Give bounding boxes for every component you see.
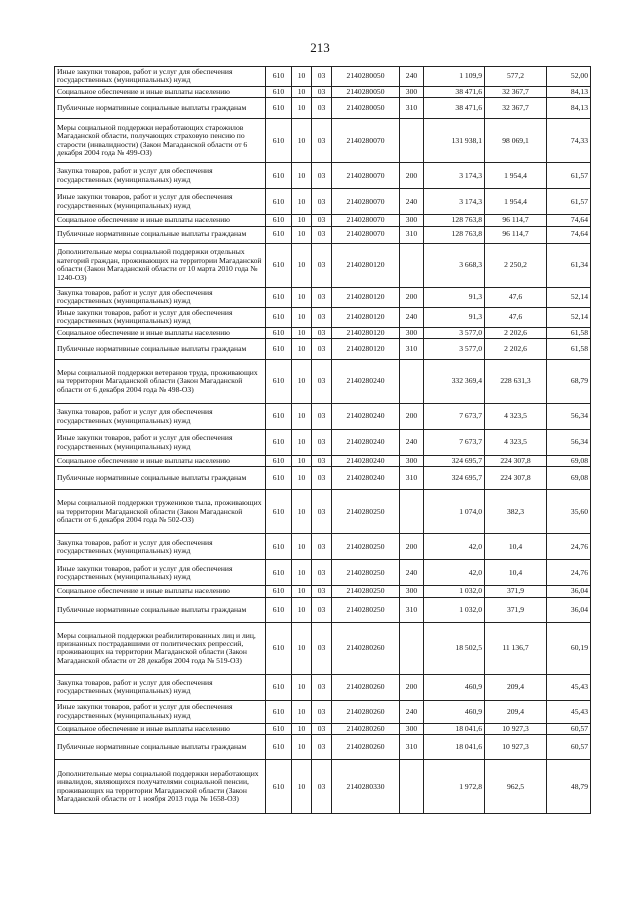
cell-subsection-code: 03 [312,307,332,327]
cell-target-code: 2140280070 [332,163,400,189]
cell-name: Публичные нормативные социальные выплаты гражданам [55,339,266,360]
cell-section-code: 10 [292,430,312,456]
cell-percent: 60,57 [547,723,591,734]
cell-name: Иные закупки товаров, работ и услуг для обеспечения государственных (муниципальных) нужд [55,430,266,456]
table-row [55,723,591,734]
cell-subsection-code: 03 [312,119,332,163]
cell-actual-amount: 224 307,8 [485,467,547,490]
cell-actual-amount: 382,3 [485,490,547,534]
cell-actual-amount: 209,4 [485,700,547,723]
cell-actual-amount: 1 954,4 [485,189,547,215]
cell-plan-amount: 38 471,6 [424,98,485,119]
cell-ministry-code: 610 [266,360,292,404]
cell-name: Дополнительные меры социальной поддержки отдельных категорий граждан, проживающих на территории Магаданской области (Закон Магаданской области от 10 марта 2010 года № 1240-ОЗ) [55,243,266,287]
cell-percent: 84,13 [547,86,591,97]
cell-expense-type: 310 [400,98,424,119]
cell-percent: 69,08 [547,456,591,467]
cell-percent: 69,08 [547,467,591,490]
cell-section-code: 10 [292,560,312,586]
cell-ministry-code: 610 [266,430,292,456]
cell-name: Закупка товаров, работ и услуг для обеспечения государственных (муниципальных) нужд [55,163,266,189]
cell-section-code: 10 [292,307,312,327]
cell-name: Меры социальной поддержки тружеников тыла, проживающих на территории Магаданской области (Закон Магаданской области от 6 декабря 2004 года № 502-ОЗ) [55,490,266,534]
cell-actual-amount: 47,6 [485,307,547,327]
cell-section-code: 10 [292,86,312,97]
cell-name: Дополнительные меры социальной поддержки неработающих инвалидов, являющихся получателями социальной пенсии, проживающих на территории Магаданской области (Закон Магаданской области от 1 ноября 2013 года № 1658-ОЗ) [55,760,266,814]
cell-subsection-code: 03 [312,98,332,119]
cell-percent: 45,43 [547,700,591,723]
cell-actual-amount: 2 250,2 [485,243,547,287]
cell-plan-amount: 91,3 [424,287,485,307]
cell-name: Публичные нормативные социальные выплаты гражданам [55,597,266,622]
cell-section-code: 10 [292,339,312,360]
cell-subsection-code: 03 [312,735,332,760]
cell-actual-amount: 228 631,3 [485,360,547,404]
cell-plan-amount: 3 577,0 [424,339,485,360]
table-row [55,622,591,674]
cell-name: Закупка товаров, работ и услуг для обеспечения государственных (муниципальных) нужд [55,674,266,700]
cell-section-code: 10 [292,674,312,700]
budget-table [54,66,591,814]
cell-section-code: 10 [292,490,312,534]
cell-target-code: 2140280330 [332,760,400,814]
cell-ministry-code: 610 [266,339,292,360]
cell-ministry-code: 610 [266,622,292,674]
cell-expense-type: 310 [400,226,424,243]
cell-plan-amount: 18 041,6 [424,723,485,734]
table-row [55,215,591,226]
table-row [55,86,591,97]
cell-target-code: 2140280120 [332,339,400,360]
table-row [55,490,591,534]
cell-actual-amount: 962,5 [485,760,547,814]
cell-plan-amount: 18 502,5 [424,622,485,674]
cell-section-code: 10 [292,404,312,430]
cell-expense-type: 300 [400,586,424,597]
cell-name: Социальное обеспечение и иные выплаты населению [55,723,266,734]
cell-ministry-code: 610 [266,597,292,622]
table-row [55,700,591,723]
cell-target-code: 2140280070 [332,119,400,163]
cell-subsection-code: 03 [312,456,332,467]
table-row [55,760,591,814]
cell-actual-amount: 371,9 [485,586,547,597]
cell-percent: 45,43 [547,674,591,700]
cell-plan-amount: 1 972,8 [424,760,485,814]
cell-actual-amount: 98 069,1 [485,119,547,163]
cell-target-code: 2140280250 [332,586,400,597]
cell-name: Публичные нормативные социальные выплаты гражданам [55,226,266,243]
cell-section-code: 10 [292,700,312,723]
cell-section-code: 10 [292,456,312,467]
cell-actual-amount: 2 202,6 [485,339,547,360]
cell-ministry-code: 610 [266,467,292,490]
cell-section-code: 10 [292,189,312,215]
cell-actual-amount: 371,9 [485,597,547,622]
cell-section-code: 10 [292,723,312,734]
cell-expense-type: 240 [400,560,424,586]
cell-actual-amount: 96 114,7 [485,226,547,243]
cell-subsection-code: 03 [312,560,332,586]
cell-name: Закупка товаров, работ и услуг для обеспечения государственных (муниципальных) нужд [55,404,266,430]
cell-plan-amount: 128 763,8 [424,226,485,243]
cell-percent: 74,33 [547,119,591,163]
cell-name: Закупка товаров, работ и услуг для обеспечения государственных (муниципальных) нужд [55,534,266,560]
cell-target-code: 2140280260 [332,700,400,723]
cell-section-code: 10 [292,119,312,163]
cell-plan-amount: 18 041,6 [424,735,485,760]
cell-ministry-code: 610 [266,119,292,163]
cell-subsection-code: 03 [312,490,332,534]
cell-expense-type: 300 [400,723,424,734]
cell-section-code: 10 [292,360,312,404]
cell-section-code: 10 [292,735,312,760]
cell-section-code: 10 [292,287,312,307]
cell-target-code: 2140280240 [332,404,400,430]
table-row [55,597,591,622]
cell-name: Публичные нормативные социальные выплаты гражданам [55,98,266,119]
cell-section-code: 10 [292,226,312,243]
cell-ministry-code: 610 [266,760,292,814]
cell-subsection-code: 03 [312,404,332,430]
cell-percent: 24,76 [547,534,591,560]
cell-plan-amount: 324 695,7 [424,467,485,490]
cell-expense-type: 310 [400,597,424,622]
table-row [55,243,591,287]
table-row [55,287,591,307]
page-number: 213 [310,40,330,55]
cell-target-code: 2140280050 [332,86,400,97]
cell-name: Иные закупки товаров, работ и услуг для обеспечения государственных (муниципальных) нужд [55,67,266,87]
cell-name: Публичные нормативные социальные выплаты гражданам [55,467,266,490]
cell-expense-type: 240 [400,67,424,87]
cell-percent: 52,14 [547,287,591,307]
cell-target-code: 2140280070 [332,226,400,243]
cell-subsection-code: 03 [312,339,332,360]
cell-expense-type: 310 [400,735,424,760]
cell-section-code: 10 [292,67,312,87]
cell-target-code: 2140280250 [332,490,400,534]
cell-target-code: 2140280240 [332,430,400,456]
cell-percent: 52,00 [547,67,591,87]
cell-plan-amount: 91,3 [424,307,485,327]
cell-target-code: 2140280260 [332,735,400,760]
cell-subsection-code: 03 [312,226,332,243]
cell-target-code: 2140280250 [332,597,400,622]
cell-actual-amount: 10,4 [485,560,547,586]
cell-actual-amount: 1 954,4 [485,163,547,189]
cell-ministry-code: 610 [266,243,292,287]
table-row [55,674,591,700]
cell-actual-amount: 96 114,7 [485,215,547,226]
cell-subsection-code: 03 [312,586,332,597]
cell-plan-amount: 7 673,7 [424,430,485,456]
cell-target-code: 2140280260 [332,674,400,700]
cell-section-code: 10 [292,467,312,490]
cell-section-code: 10 [292,243,312,287]
table-row [55,67,591,87]
cell-ministry-code: 610 [266,490,292,534]
cell-section-code: 10 [292,597,312,622]
cell-section-code: 10 [292,534,312,560]
cell-target-code: 2140280120 [332,243,400,287]
cell-subsection-code: 03 [312,215,332,226]
cell-percent: 56,34 [547,430,591,456]
cell-ministry-code: 610 [266,163,292,189]
cell-percent: 84,13 [547,98,591,119]
cell-ministry-code: 610 [266,307,292,327]
cell-actual-amount: 11 136,7 [485,622,547,674]
cell-expense-type [400,119,424,163]
table-row [55,226,591,243]
cell-plan-amount: 131 938,1 [424,119,485,163]
table-row [55,560,591,586]
cell-subsection-code: 03 [312,760,332,814]
cell-plan-amount: 42,0 [424,534,485,560]
cell-name: Социальное обеспечение и иные выплаты населению [55,327,266,338]
cell-plan-amount: 42,0 [424,560,485,586]
cell-plan-amount: 3 577,0 [424,327,485,338]
cell-subsection-code: 03 [312,67,332,87]
cell-ministry-code: 610 [266,560,292,586]
cell-name: Закупка товаров, работ и услуг для обеспечения государственных (муниципальных) нужд [55,287,266,307]
cell-target-code: 2140280120 [332,307,400,327]
cell-ministry-code: 610 [266,86,292,97]
cell-percent: 52,14 [547,307,591,327]
cell-ministry-code: 610 [266,674,292,700]
cell-ministry-code: 610 [266,723,292,734]
cell-expense-type [400,490,424,534]
table-row [55,430,591,456]
cell-ministry-code: 610 [266,67,292,87]
cell-section-code: 10 [292,163,312,189]
cell-subsection-code: 03 [312,597,332,622]
cell-expense-type [400,760,424,814]
cell-subsection-code: 03 [312,430,332,456]
cell-ministry-code: 610 [266,189,292,215]
cell-target-code: 2140280250 [332,534,400,560]
cell-percent: 36,04 [547,597,591,622]
cell-section-code: 10 [292,327,312,338]
cell-expense-type: 240 [400,430,424,456]
cell-actual-amount: 2 202,6 [485,327,547,338]
cell-actual-amount: 47,6 [485,287,547,307]
cell-percent: 60,57 [547,735,591,760]
cell-plan-amount: 1 032,0 [424,586,485,597]
cell-plan-amount: 3 174,3 [424,189,485,215]
cell-plan-amount: 128 763,8 [424,215,485,226]
table-row [55,98,591,119]
cell-plan-amount: 3 174,3 [424,163,485,189]
cell-plan-amount: 460,9 [424,700,485,723]
cell-section-code: 10 [292,98,312,119]
cell-plan-amount: 1 109,9 [424,67,485,87]
cell-subsection-code: 03 [312,163,332,189]
cell-percent: 61,58 [547,327,591,338]
table-row [55,189,591,215]
cell-ministry-code: 610 [266,327,292,338]
table-row [55,735,591,760]
table-row [55,467,591,490]
cell-name: Социальное обеспечение и иные выплаты населению [55,86,266,97]
cell-expense-type: 200 [400,534,424,560]
cell-actual-amount: 4 323,5 [485,404,547,430]
table-row [55,339,591,360]
cell-subsection-code: 03 [312,723,332,734]
cell-percent: 74,64 [547,226,591,243]
cell-actual-amount: 32 367,7 [485,86,547,97]
cell-percent: 74,64 [547,215,591,226]
cell-name: Иные закупки товаров, работ и услуг для обеспечения государственных (муниципальных) нужд [55,560,266,586]
cell-ministry-code: 610 [266,700,292,723]
cell-expense-type: 310 [400,339,424,360]
cell-subsection-code: 03 [312,674,332,700]
cell-name: Социальное обеспечение и иные выплаты населению [55,456,266,467]
cell-expense-type: 240 [400,189,424,215]
cell-target-code: 2140280260 [332,723,400,734]
cell-target-code: 2140280240 [332,456,400,467]
cell-expense-type [400,360,424,404]
cell-plan-amount: 38 471,6 [424,86,485,97]
cell-percent: 61,34 [547,243,591,287]
cell-expense-type: 240 [400,307,424,327]
cell-section-code: 10 [292,215,312,226]
cell-percent: 24,76 [547,560,591,586]
table-row [55,307,591,327]
cell-plan-amount: 7 673,7 [424,404,485,430]
cell-name: Иные закупки товаров, работ и услуг для обеспечения государственных (муниципальных) нужд [55,307,266,327]
cell-percent: 56,34 [547,404,591,430]
cell-subsection-code: 03 [312,86,332,97]
cell-target-code: 2140280070 [332,215,400,226]
cell-actual-amount: 4 323,5 [485,430,547,456]
cell-expense-type: 300 [400,327,424,338]
cell-actual-amount: 10 927,3 [485,735,547,760]
table-row [55,163,591,189]
cell-name: Меры социальной поддержки ветеранов труда, проживающих на территории Магаданской области (Закон Магаданской области от 6 декабря 2004 года № 498-ОЗ) [55,360,266,404]
table-row [55,404,591,430]
cell-subsection-code: 03 [312,287,332,307]
cell-plan-amount: 1 032,0 [424,597,485,622]
cell-percent: 36,04 [547,586,591,597]
cell-ministry-code: 610 [266,534,292,560]
cell-name: Социальное обеспечение и иные выплаты населению [55,586,266,597]
cell-ministry-code: 610 [266,735,292,760]
cell-percent: 60,19 [547,622,591,674]
cell-expense-type [400,622,424,674]
cell-ministry-code: 610 [266,98,292,119]
cell-ministry-code: 610 [266,226,292,243]
cell-percent: 61,58 [547,339,591,360]
cell-expense-type: 200 [400,287,424,307]
cell-subsection-code: 03 [312,189,332,215]
table-row [55,360,591,404]
cell-percent: 35,60 [547,490,591,534]
cell-ministry-code: 610 [266,586,292,597]
cell-target-code: 2140280250 [332,560,400,586]
cell-expense-type: 200 [400,404,424,430]
cell-name: Иные закупки товаров, работ и услуг для обеспечения государственных (муниципальных) нужд [55,189,266,215]
cell-subsection-code: 03 [312,243,332,287]
cell-target-code: 2140280050 [332,98,400,119]
cell-subsection-code: 03 [312,534,332,560]
cell-plan-amount: 1 074,0 [424,490,485,534]
cell-subsection-code: 03 [312,467,332,490]
cell-actual-amount: 577,2 [485,67,547,87]
table-row [55,586,591,597]
cell-name: Публичные нормативные социальные выплаты гражданам [55,735,266,760]
table-row [55,534,591,560]
cell-target-code: 2140280240 [332,467,400,490]
cell-target-code: 2140280120 [332,327,400,338]
cell-expense-type: 200 [400,674,424,700]
cell-expense-type: 300 [400,456,424,467]
cell-ministry-code: 610 [266,404,292,430]
cell-expense-type: 200 [400,163,424,189]
cell-actual-amount: 10 927,3 [485,723,547,734]
cell-percent: 48,79 [547,760,591,814]
cell-subsection-code: 03 [312,700,332,723]
cell-expense-type: 300 [400,215,424,226]
cell-expense-type: 240 [400,700,424,723]
cell-name: Меры социальной поддержки неработающих старожилов Магаданской области, получающих страховую пенсию по старости (инвалидности) (Закон Магаданской области от 6 декабря 2004 года № 499-ОЗ) [55,119,266,163]
table-row [55,456,591,467]
cell-ministry-code: 610 [266,456,292,467]
cell-plan-amount: 332 369,4 [424,360,485,404]
cell-expense-type: 310 [400,467,424,490]
cell-target-code: 2140280070 [332,189,400,215]
cell-section-code: 10 [292,586,312,597]
cell-actual-amount: 224 307,8 [485,456,547,467]
table-body [55,67,591,814]
cell-subsection-code: 03 [312,360,332,404]
table-row [55,119,591,163]
cell-target-code: 2140280120 [332,287,400,307]
cell-actual-amount: 10,4 [485,534,547,560]
cell-percent: 61,57 [547,189,591,215]
cell-percent: 68,79 [547,360,591,404]
cell-ministry-code: 610 [266,287,292,307]
cell-target-code: 2140280050 [332,67,400,87]
cell-target-code: 2140280240 [332,360,400,404]
cell-name: Иные закупки товаров, работ и услуг для обеспечения государственных (муниципальных) нужд [55,700,266,723]
cell-section-code: 10 [292,760,312,814]
cell-subsection-code: 03 [312,327,332,338]
cell-plan-amount: 3 668,3 [424,243,485,287]
cell-target-code: 2140280260 [332,622,400,674]
cell-expense-type: 300 [400,86,424,97]
cell-name: Социальное обеспечение и иные выплаты населению [55,215,266,226]
table-row [55,327,591,338]
cell-actual-amount: 32 367,7 [485,98,547,119]
cell-name: Меры социальной поддержки реабилитированных лиц и лиц, признанных пострадавшими от политических репрессий, проживающих на территории Магаданской области (Закон Магаданской области от 28 декабря 2004 года № 519-ОЗ) [55,622,266,674]
cell-actual-amount: 209,4 [485,674,547,700]
cell-percent: 61,57 [547,163,591,189]
cell-plan-amount: 460,9 [424,674,485,700]
cell-expense-type [400,243,424,287]
cell-subsection-code: 03 [312,622,332,674]
cell-plan-amount: 324 695,7 [424,456,485,467]
cell-ministry-code: 610 [266,215,292,226]
cell-section-code: 10 [292,622,312,674]
